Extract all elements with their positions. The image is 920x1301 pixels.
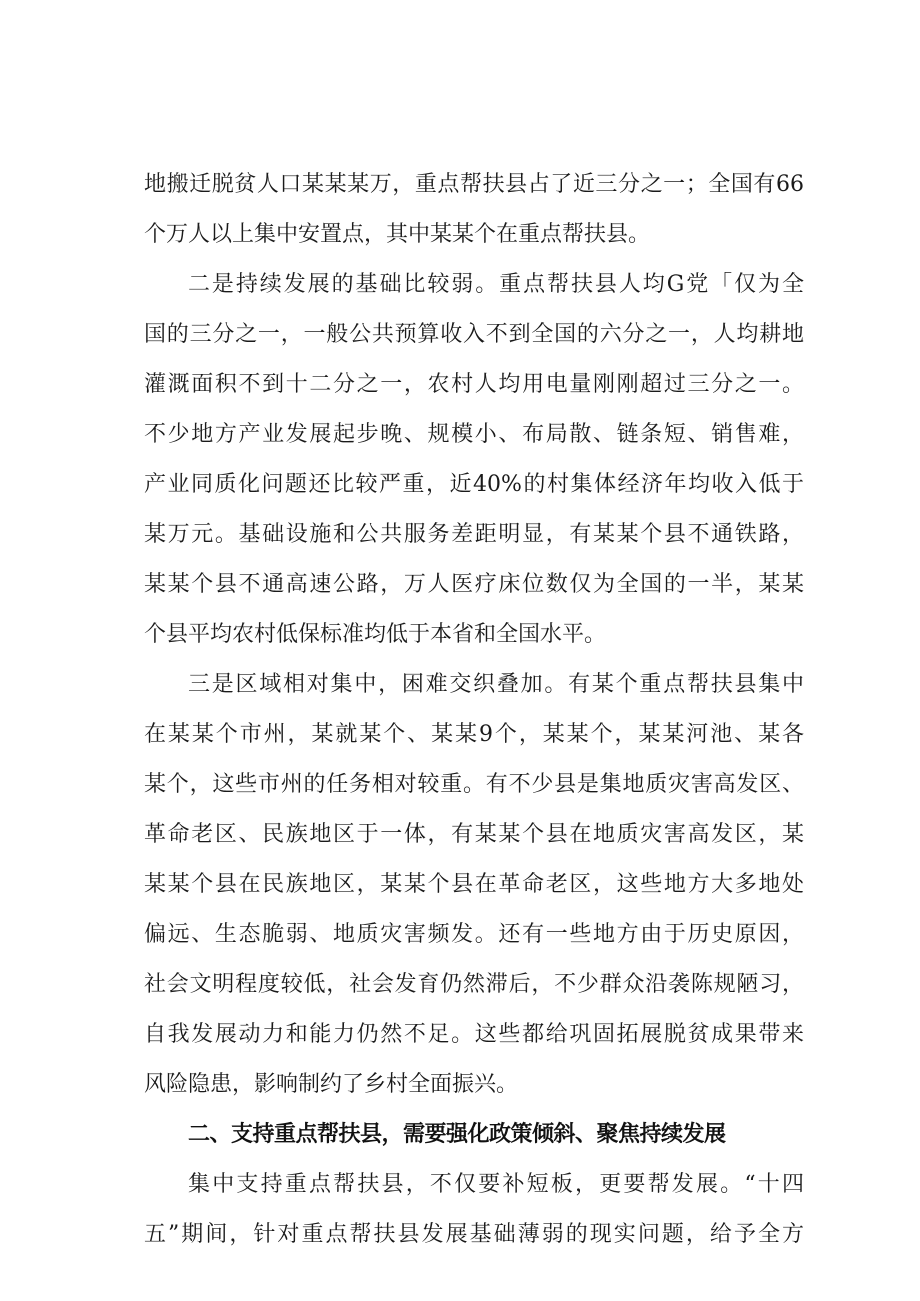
paragraph-2-line-4: 不少地方产业发展起步晚、规模小、布局散、链条短、销售难， (144, 422, 804, 447)
paragraph-1 (144, 160, 804, 260)
paragraph-4-line-1: 集中支持重点帮扶县，不仅要补短板，更要帮发展。“十四 (188, 1172, 804, 1197)
paragraph-2-line-6: 某万元。基础设施和公共服务差距明显，有某某个县不通铁路， (144, 522, 804, 547)
paragraph-2 (144, 260, 804, 660)
paragraph-1-line-2: 个万人以上集中安置点，其中某某个在重点帮扶县。 (144, 222, 651, 247)
paragraph-3-line-5: 某某个县在民族地区，某某个县在革命老区，这些地方大多地处 (144, 872, 804, 897)
paragraph-3-line-7: 社会文明程度较低，社会发育仍然滞后，不少群众沿袭陈规陋习， (144, 972, 804, 997)
paragraph-3-line-9: 风险隐患，影响制约了乡村全面振兴。 (144, 1072, 519, 1097)
paragraph-2-line-2: 国的三分之一，一般公共预算收入不到全国的六分之一，人均耕地 (144, 322, 804, 347)
paragraph-3-line-8: 自我发展动力和能力仍然不足。这些都给巩固拓展脱贫成果带来 (144, 1022, 804, 1047)
paragraph-3 (144, 660, 804, 1110)
paragraph-4 (144, 1160, 804, 1260)
document-body (144, 160, 804, 1260)
paragraph-3-line-4: 革命老区、民族地区于一体，有某某个县在地质灾害高发区，某 (144, 822, 804, 847)
paragraph-4-line-2: 五”期间，针对重点帮扶县发展基础薄弱的现实问题，给予全方 (144, 1222, 804, 1247)
paragraph-3-line-1: 三是区域相对集中，困难交织叠加。有某个重点帮扶县集中 (188, 672, 804, 697)
paragraph-2-line-7: 某某个县不通高速公路，万人医疗床位数仅为全国的一半，某某 (144, 572, 804, 597)
paragraph-3-line-2: 在某某个市州，某就某个、某某9个，某某个，某某河池、某各 (144, 722, 804, 747)
section-heading: 二、支持重点帮扶县，需要强化政策倾斜、聚焦持续发展 (188, 1122, 726, 1147)
paragraph-3-line-6: 偏远、生态脆弱、地质灾害频发。还有一些地方由于历史原因， (144, 922, 804, 947)
paragraph-2-line-1: 二是持续发展的基础比较弱。重点帮扶县人均G党「仅为全 (188, 272, 804, 297)
paragraph-3-line-3: 某个，这些市州的任务相对较重。有不少县是集地质灾害高发区、 (144, 772, 804, 797)
paragraph-2-line-5: 产业同质化问题还比较严重，近40%的村集体经济年均收入低于 (144, 472, 804, 497)
paragraph-2-line-3: 灌溉面积不到十二分之一，农村人均用电量刚刚超过三分之一。 (144, 372, 804, 397)
paragraph-2-line-8: 个县平均农村低保标准均低于本省和全国水平。 (144, 622, 607, 647)
paragraph-1-line-1: 地搬迁脱贫人口某某某万，重点帮扶县占了近三分之一；全国有66 (144, 172, 804, 197)
